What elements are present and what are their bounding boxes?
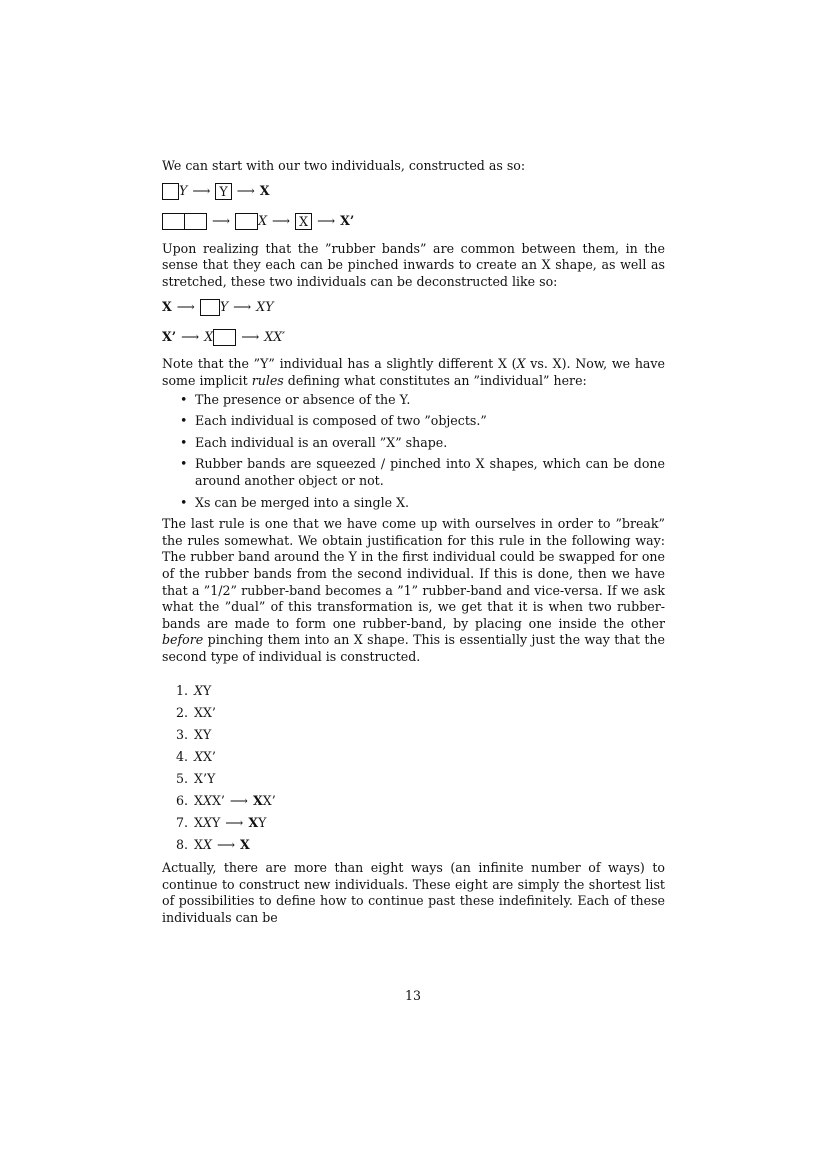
list-item: • Rubber bands are squeezed / pinched into X shapes, which can be done around another object or not.	[195, 456, 665, 489]
empty-box	[162, 183, 179, 200]
last-rule-paragraph: The last rule is one that we have come up with ourselves in order to ”break” the rules somewhat. We obtain justification for this rule in the following way: The rubber band around the Y in the first individual could be swapped for one of the rubber bands from the second individual. If this is done, then we have that a ”1/2” rubber-band becomes a ”1” rubber-band and vice-versa. If we ask what the ”dual” of this transformation is, we get that it is when two rubber-bands are made to form one rubber-band, by placing one inside the other before pinching them into an X shape. This is essentially just the way that the second type of individual is constructed.	[162, 516, 665, 664]
formula-result: X	[259, 183, 270, 199]
list-item: 8. XX ⟶ X	[176, 837, 250, 853]
page-number: 13	[404, 988, 422, 1003]
arrow: ⟶	[241, 329, 260, 345]
list-item: 6. XXX’ ⟶ XX’	[176, 793, 276, 809]
arrow: ⟶	[236, 183, 255, 199]
empty-box	[184, 213, 207, 230]
arrow: ⟶	[317, 213, 336, 229]
arrow: ⟶	[176, 299, 195, 315]
intro-paragraph: We can start with our two individuals, constructed as so:	[162, 158, 526, 173]
note-paragraph: Note that the ”Y” individual has a slightly different X (X vs. X). Now, we have some implicit rules defining what constitutes an ”individual” here:	[162, 356, 666, 388]
formula-individual-x	[162, 211, 665, 233]
list-item: • The presence or absence of the Y.	[195, 392, 665, 409]
empty-box	[200, 299, 220, 316]
formula-result: X’	[340, 213, 355, 229]
x-symbol: X	[204, 329, 214, 345]
rules-list	[162, 392, 665, 512]
list-item: 4. XX’	[176, 749, 216, 765]
y-symbol: Y	[179, 183, 188, 199]
list-item: 2. XX’	[176, 705, 216, 721]
labeled-box: Y	[215, 183, 231, 200]
rubber-band-paragraph: Upon realizing that the ”rubber bands” are common between them, in the sense that they each can be pinched inwards to create an X shape, as well as stretched, these two individuals can be deconstructed like so:	[162, 240, 665, 289]
formula-individual-y	[162, 181, 665, 203]
formula-start: X	[162, 299, 172, 315]
list-item: 7. XXY ⟶ XY	[176, 815, 267, 831]
final-paragraph: Actually, there are more than eight ways (an infinite number of ways) to continue to construct new individuals. These eight are simply the shortest list of possibilities to define how to continue past these indefinitely. Each of these individuals can be	[162, 859, 665, 925]
formula-start: X’	[162, 329, 177, 345]
y-symbol: Y	[219, 299, 229, 315]
arrow: ⟶	[192, 183, 211, 199]
formula-deconstruct-x	[162, 296, 665, 318]
x-symbol: X	[258, 213, 268, 229]
list-item: 3. XY	[176, 727, 212, 743]
list-item: • Xs can be merged into a single X.	[195, 495, 665, 512]
labeled-box: X	[295, 213, 312, 230]
arrow: ⟶	[233, 299, 252, 315]
arrow: ⟶	[212, 213, 231, 229]
arrow: ⟶	[272, 213, 291, 229]
empty-box	[235, 213, 258, 230]
list-item: 5. X’Y	[176, 771, 216, 787]
empty-box	[162, 213, 185, 230]
list-item: 1. XY	[176, 683, 212, 699]
list-item: • Each individual is composed of two ”objects.”	[195, 413, 665, 430]
formula-end: XY	[256, 299, 274, 315]
formula-deconstruct-x-prime	[162, 326, 665, 348]
enumerated-list	[162, 683, 665, 853]
formula-end: XX′	[264, 329, 286, 345]
empty-box	[213, 329, 236, 346]
page-body	[162, 158, 665, 926]
arrow: ⟶	[181, 329, 200, 345]
list-item: • Each individual is an overall ”X” shape.	[195, 435, 665, 452]
